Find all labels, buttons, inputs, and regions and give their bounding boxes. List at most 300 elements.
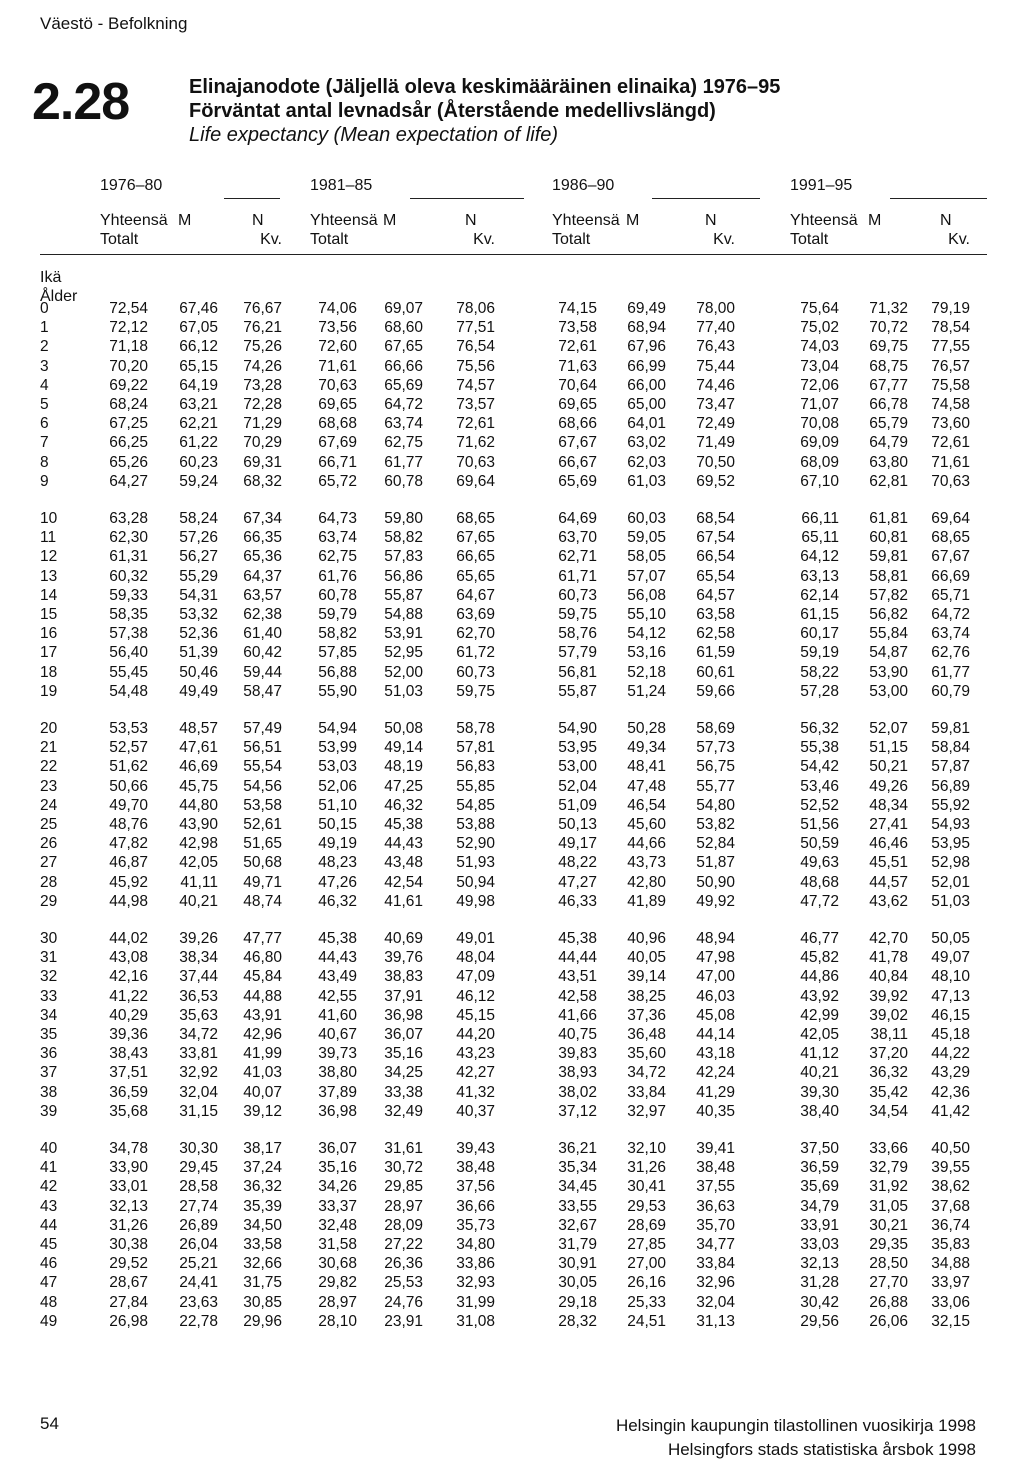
value-cell: 29,85 [384,1178,423,1196]
value-cell: 66,65 [456,548,495,566]
value-cell: 42,05 [800,1026,839,1043]
publication-info [616,1414,976,1462]
value-cell: 77,40 [696,319,735,337]
value-cell: 69,49 [627,300,666,317]
age-cell: 27 [40,854,58,872]
age-cell: 31 [40,949,58,967]
value-cell: 45,38 [558,930,597,947]
value-cell: 56,75 [696,758,735,776]
value-cell: 45,84 [243,968,282,986]
value-cell: 77,51 [456,319,495,337]
col-total-label-sv: Totalt [552,231,591,248]
age-cell: 3 [40,357,49,375]
value-cell: 46,32 [384,796,423,814]
publication-swedish: Helsingfors stads statistiska årsbok 1998 [667,1440,976,1459]
value-cell: 35,42 [869,1083,908,1101]
value-cell: 51,15 [869,739,908,757]
value-cell: 39,73 [318,1045,357,1063]
value-cell: 65,72 [318,472,357,490]
value-cell: 48,76 [109,816,148,833]
value-cell: 35,69 [800,1178,839,1196]
value-cell: 57,82 [869,586,908,604]
value-cell: 30,05 [558,1274,597,1292]
value-cell: 50,21 [869,758,908,776]
value-cell: 57,07 [627,567,666,585]
value-cell: 33,81 [179,1045,218,1063]
value-cell: 39,41 [696,1140,735,1157]
value-cell: 32,13 [800,1255,839,1273]
value-cell: 58,24 [179,510,218,527]
value-cell: 73,56 [318,319,357,337]
value-cell: 59,81 [869,548,908,566]
value-cell: 49,71 [243,873,282,891]
value-cell: 65,79 [869,415,908,433]
value-cell: 51,03 [384,682,423,700]
title-swedish: Förväntat antal levnadsår (Återstående medellivslängd) [189,100,716,122]
value-cell: 44,88 [243,987,282,1005]
value-cell: 75,58 [931,376,970,394]
value-cell: 32,92 [179,1064,218,1082]
value-cell: 36,53 [179,987,218,1005]
value-cell: 42,36 [931,1083,970,1101]
value-cell: 36,66 [456,1197,495,1215]
value-cell: 32,93 [456,1274,495,1292]
value-cell: 78,00 [696,300,735,317]
value-cell: 70,50 [696,453,735,471]
value-cell: 52,95 [384,644,423,662]
value-cell: 64,72 [931,606,970,623]
value-cell: 49,63 [800,854,839,872]
value-cell: 62,81 [869,472,908,490]
value-cell: 34,80 [456,1236,495,1253]
value-cell: 42,70 [869,930,908,947]
value-cell: 38,62 [931,1178,970,1196]
value-cell: 74,03 [800,338,839,356]
value-cell: 62,70 [456,625,495,643]
value-cell: 50,94 [456,873,495,891]
value-cell: 40,07 [243,1083,282,1101]
value-cell: 38,48 [456,1159,495,1177]
value-cell: 53,95 [558,739,597,757]
value-cell: 67,67 [558,434,597,452]
value-cell: 75,56 [456,357,495,375]
value-cell: 45,75 [179,777,218,795]
value-cell: 46,54 [627,796,666,814]
value-cell: 60,61 [696,663,735,681]
value-cell: 40,84 [869,968,908,986]
value-cell: 31,28 [800,1274,839,1292]
value-cell: 53,03 [318,758,357,776]
value-cell: 43,49 [318,968,357,986]
col-total-label-fi: Yhteensä [100,212,168,229]
value-cell: 33,97 [931,1274,970,1292]
age-cell: 4 [40,376,49,394]
age-cell: 24 [40,796,58,814]
value-cell: 55,29 [179,567,218,585]
value-cell: 52,36 [179,625,218,643]
value-cell: 34,78 [109,1140,148,1157]
value-cell: 52,61 [243,816,282,833]
value-cell: 48,10 [931,968,970,986]
col-female-label-sv: Kv. [260,231,282,248]
value-cell: 73,58 [558,319,597,337]
value-cell: 49,26 [869,777,908,795]
value-cell: 43,51 [558,968,597,986]
value-cell: 42,96 [243,1026,282,1043]
age-cell: 41 [40,1159,58,1177]
period-1976-80: 1976–80 [100,177,163,194]
value-cell: 63,58 [696,606,735,623]
age-cell: 37 [40,1064,58,1082]
value-cell: 47,25 [384,777,423,795]
value-cell: 29,56 [800,1312,839,1330]
value-cell: 32,13 [109,1197,148,1215]
value-cell: 41,99 [243,1045,282,1063]
value-cell: 60,17 [800,625,839,643]
value-cell: 41,29 [696,1083,735,1101]
value-cell: 46,69 [179,758,218,776]
age-cell: 7 [40,434,49,452]
title-english: Life expectancy (Mean expectation of life) [189,124,559,146]
value-cell: 59,19 [800,644,839,662]
value-cell: 26,16 [627,1274,666,1292]
value-cell: 67,25 [109,415,148,433]
value-cell: 43,29 [931,1064,970,1082]
value-cell: 62,38 [243,606,282,623]
value-cell: 23,63 [179,1293,218,1311]
value-cell: 27,84 [109,1293,148,1311]
value-cell: 40,67 [318,1026,357,1043]
value-cell: 41,42 [931,1102,970,1120]
value-cell: 56,51 [243,739,282,757]
value-cell: 36,48 [627,1026,666,1043]
value-cell: 36,74 [931,1216,970,1234]
value-cell: 46,87 [109,854,148,872]
value-cell: 54,12 [627,625,666,643]
value-cell: 51,56 [800,816,839,833]
value-cell: 68,94 [627,319,666,337]
value-cell: 61,59 [696,644,735,662]
value-cell: 50,68 [243,854,282,872]
value-cell: 42,98 [179,835,218,853]
value-cell: 68,32 [243,472,282,490]
value-cell: 57,73 [696,739,735,757]
value-cell: 56,82 [869,606,908,623]
value-cell: 62,30 [109,529,148,547]
value-cell: 56,40 [109,644,148,662]
value-cell: 44,98 [109,892,148,910]
value-cell: 50,08 [384,720,423,737]
value-cell: 41,22 [109,987,148,1005]
value-cell: 66,66 [384,357,423,375]
value-cell: 34,26 [318,1178,357,1196]
age-cell: 35 [40,1026,58,1043]
value-cell: 27,85 [627,1236,666,1253]
value-cell: 54,94 [318,720,357,737]
col-total-label-sv: Totalt [790,231,829,248]
age-cell: 12 [40,548,58,566]
value-cell: 28,67 [109,1274,148,1292]
age-cell: 39 [40,1102,58,1120]
value-cell: 41,12 [800,1045,839,1063]
value-cell: 68,54 [696,510,735,527]
value-cell: 28,10 [318,1312,357,1330]
value-cell: 38,83 [384,968,423,986]
value-cell: 72,60 [318,338,357,356]
value-cell: 67,67 [931,548,970,566]
age-cell: 6 [40,415,49,433]
value-cell: 58,69 [696,720,735,737]
value-cell: 43,73 [627,854,666,872]
value-cell: 72,12 [109,319,148,337]
period-1981-85: 1981–85 [310,177,373,194]
value-cell: 55,87 [558,682,597,700]
value-cell: 67,46 [179,300,218,317]
value-cell: 44,44 [558,949,597,967]
value-cell: 39,12 [243,1102,282,1120]
age-cell: 48 [40,1293,58,1311]
value-cell: 33,38 [384,1083,423,1101]
col-male-label: M [626,212,640,229]
value-cell: 52,01 [931,873,970,891]
age-cell: 15 [40,606,58,623]
col-male-label: M [383,212,397,229]
value-cell: 35,68 [109,1102,148,1120]
value-cell: 29,53 [627,1197,666,1215]
value-cell: 74,26 [243,357,282,375]
value-cell: 33,58 [243,1236,282,1253]
value-cell: 67,96 [627,338,666,356]
value-cell: 39,43 [456,1140,495,1157]
value-cell: 59,75 [558,606,597,623]
value-cell: 67,05 [179,319,218,337]
value-cell: 39,55 [931,1159,970,1177]
value-cell: 31,99 [456,1293,495,1311]
value-cell: 63,57 [243,586,282,604]
age-cell: 11 [40,529,57,547]
value-cell: 52,52 [800,796,839,814]
value-cell: 58,78 [456,720,495,737]
value-cell: 31,13 [696,1312,735,1330]
value-cell: 41,61 [384,892,423,910]
value-cell: 51,65 [243,835,282,853]
value-cell: 33,55 [558,1197,597,1215]
col-total-label-fi: Yhteensä [790,212,858,229]
value-cell: 64,27 [109,472,148,490]
value-cell: 72,06 [800,376,839,394]
value-cell: 43,92 [800,987,839,1005]
value-cell: 30,91 [558,1255,597,1273]
value-cell: 71,61 [318,357,357,375]
value-cell: 38,80 [318,1064,357,1082]
value-cell: 44,02 [109,930,148,947]
value-cell: 35,83 [931,1236,970,1253]
value-cell: 59,80 [384,510,423,527]
value-cell: 38,02 [558,1083,597,1101]
value-cell: 38,25 [627,987,666,1005]
value-cell: 65,36 [243,548,282,566]
value-cell: 72,61 [931,434,970,452]
age-cell: 1 [40,319,49,337]
value-cell: 60,73 [456,663,495,681]
value-cell: 59,79 [318,606,357,623]
value-cell: 36,32 [869,1064,908,1082]
value-cell: 40,69 [384,930,423,947]
value-cell: 37,91 [384,987,423,1005]
value-cell: 38,34 [179,949,218,967]
value-cell: 66,78 [869,396,908,413]
value-cell: 34,45 [558,1178,597,1196]
value-cell: 31,92 [869,1178,908,1196]
value-cell: 36,21 [558,1140,597,1157]
value-cell: 55,85 [456,777,495,795]
value-cell: 44,86 [800,968,839,986]
value-cell: 72,28 [243,396,282,413]
value-cell: 43,62 [869,892,908,910]
value-cell: 75,26 [243,338,282,356]
value-cell: 44,43 [318,949,357,967]
value-cell: 65,15 [179,357,218,375]
value-cell: 49,49 [179,682,218,700]
value-cell: 32,04 [179,1083,218,1101]
value-cell: 67,54 [696,529,735,547]
value-cell: 34,77 [696,1236,735,1253]
value-cell: 30,41 [627,1178,666,1196]
value-cell: 37,89 [318,1083,357,1101]
value-cell: 46,15 [931,1006,970,1024]
value-cell: 31,26 [109,1216,148,1234]
value-cell: 57,81 [456,739,495,757]
value-cell: 26,98 [109,1312,148,1330]
value-cell: 67,10 [800,472,839,490]
value-cell: 65,65 [456,567,495,585]
value-cell: 63,02 [627,434,666,452]
value-cell: 30,42 [800,1293,839,1311]
value-cell: 33,86 [456,1255,495,1273]
value-cell: 70,72 [869,319,908,337]
value-cell: 55,10 [627,606,666,623]
value-cell: 35,60 [627,1045,666,1063]
value-cell: 27,70 [869,1274,908,1292]
value-cell: 48,68 [800,873,839,891]
value-cell: 54,31 [179,586,218,604]
value-cell: 56,88 [318,663,357,681]
value-cell: 32,66 [243,1255,282,1273]
value-cell: 32,10 [627,1140,666,1157]
value-cell: 33,90 [109,1159,148,1177]
value-cell: 25,53 [384,1274,423,1292]
value-cell: 51,87 [696,854,735,872]
value-cell: 40,96 [627,930,666,947]
value-cell: 32,97 [627,1102,666,1120]
value-cell: 59,24 [179,472,218,490]
value-cell: 69,64 [456,472,495,490]
value-cell: 58,35 [109,606,148,623]
value-cell: 31,75 [243,1274,282,1292]
value-cell: 29,52 [109,1255,148,1273]
value-cell: 64,72 [384,396,423,413]
age-cell: 20 [40,720,58,737]
value-cell: 28,50 [869,1255,908,1273]
value-cell: 60,78 [384,472,423,490]
value-cell: 56,08 [627,586,666,604]
age-cell: 17 [40,644,58,662]
value-cell: 55,92 [931,796,970,814]
value-cell: 70,63 [318,376,357,394]
value-cell: 61,72 [456,644,495,662]
value-cell: 30,21 [869,1216,908,1234]
value-cell: 49,07 [931,949,970,967]
value-cell: 61,77 [931,663,970,681]
value-cell: 29,96 [243,1312,282,1330]
value-cell: 49,01 [456,930,495,947]
value-cell: 51,39 [179,644,218,662]
value-cell: 57,87 [931,758,970,776]
value-cell: 67,65 [384,338,423,356]
value-cell: 40,29 [109,1006,148,1024]
value-cell: 66,11 [801,510,839,527]
value-cell: 67,77 [869,376,908,394]
section-header: Väestö - Befolkning [40,14,188,33]
value-cell: 29,82 [318,1274,357,1292]
value-cell: 74,15 [558,300,597,317]
value-cell: 37,36 [627,1006,666,1024]
col-female-label-fi: N [940,212,952,229]
value-cell: 38,43 [109,1045,148,1063]
value-cell: 53,00 [558,758,597,776]
age-cell: 10 [40,510,58,527]
age-cell: 30 [40,930,58,947]
value-cell: 66,67 [558,453,597,471]
value-cell: 49,19 [318,835,357,853]
value-cell: 45,82 [800,949,839,967]
value-cell: 48,57 [179,720,218,737]
value-cell: 69,65 [318,396,357,413]
value-cell: 24,51 [627,1312,666,1330]
value-cell: 37,68 [931,1197,970,1215]
age-cell: 5 [40,396,49,413]
value-cell: 33,03 [800,1236,839,1253]
value-cell: 61,15 [800,606,839,623]
value-cell: 38,11 [870,1026,908,1043]
value-cell: 35,16 [384,1045,423,1063]
value-cell: 26,36 [384,1255,423,1273]
value-cell: 55,45 [109,663,148,681]
value-cell: 57,28 [800,682,839,700]
age-cell: 22 [40,758,58,776]
period-1986-90: 1986–90 [552,177,615,194]
age-cell: 2 [40,338,49,356]
col-female-label-sv: Kv. [473,231,495,248]
value-cell: 54,90 [558,720,597,737]
value-cell: 35,73 [456,1216,495,1234]
value-cell: 66,54 [696,548,735,566]
value-cell: 65,71 [931,586,970,604]
value-cell: 34,54 [869,1102,908,1120]
value-cell: 31,08 [456,1312,495,1330]
value-cell: 65,54 [696,567,735,585]
value-cell: 72,54 [109,300,148,317]
value-cell: 32,48 [318,1216,357,1234]
age-cell: 13 [40,567,58,585]
value-cell: 39,26 [179,930,218,947]
value-cell: 31,61 [384,1140,423,1157]
col-female-label-fi: N [705,212,717,229]
value-cell: 35,63 [179,1006,218,1024]
value-cell: 50,46 [179,663,218,681]
value-cell: 62,14 [800,586,839,604]
value-cell: 71,61 [931,453,970,471]
